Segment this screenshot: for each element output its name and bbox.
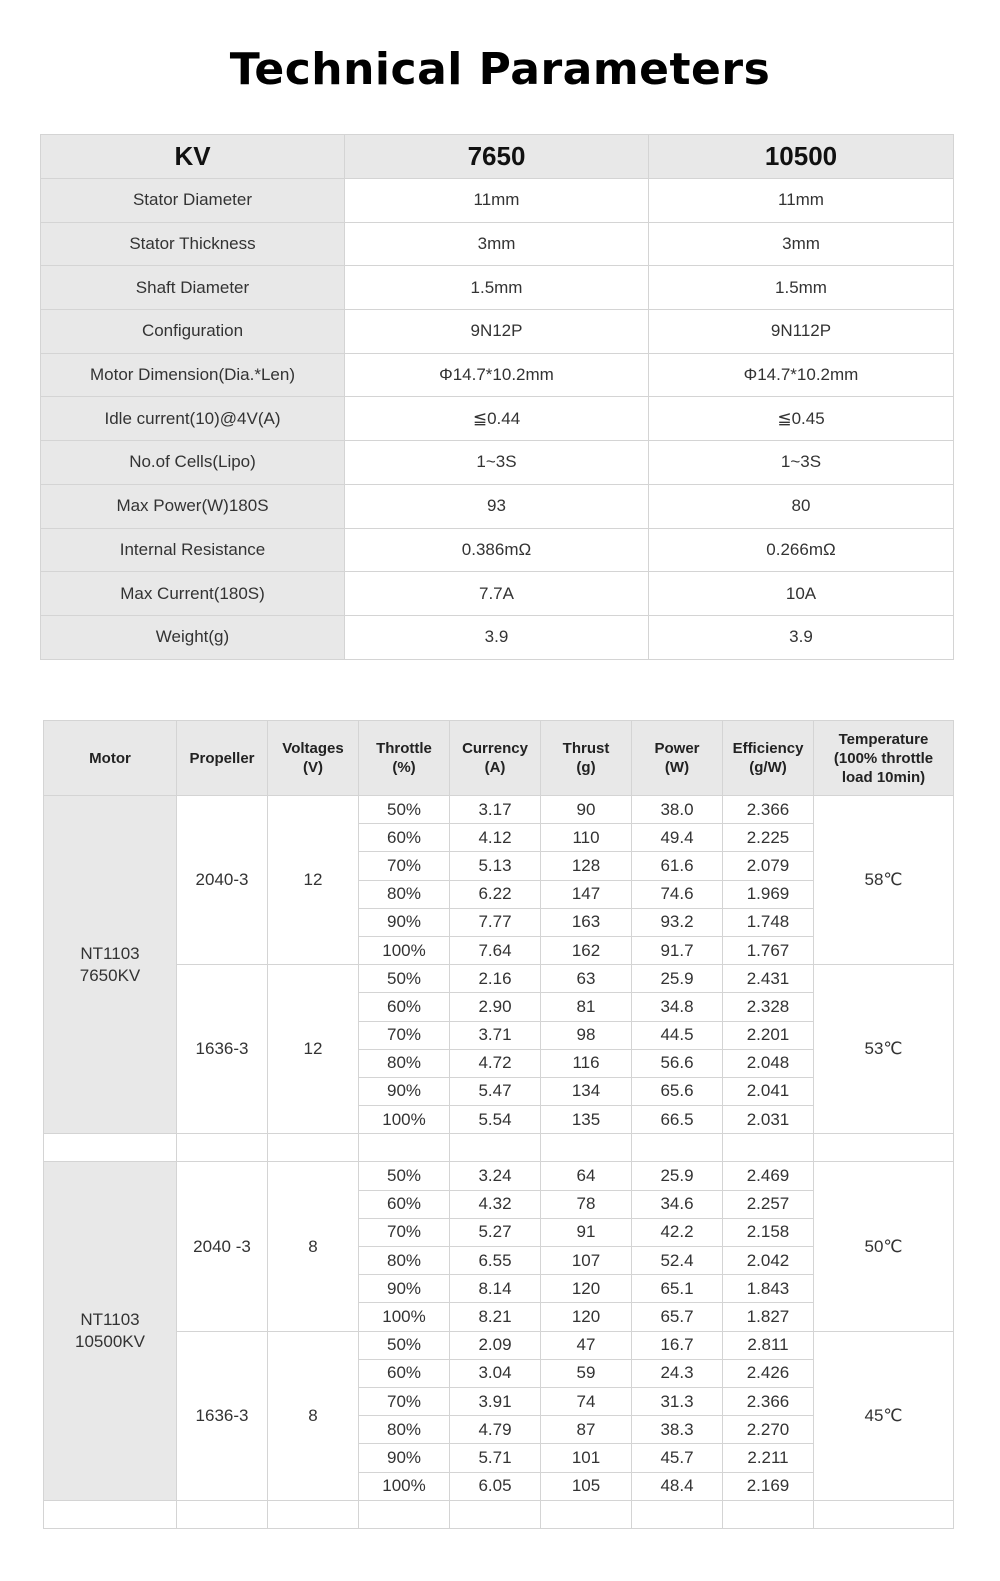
efficiency: 2.366 xyxy=(723,796,814,824)
spec-value: 3.9 xyxy=(649,615,954,659)
empty-cell xyxy=(268,1500,359,1528)
throttle: 70% xyxy=(359,852,450,880)
spec-header-cell: 10500 xyxy=(649,135,954,179)
voltage: 8 xyxy=(268,1331,359,1500)
propeller: 1636-3 xyxy=(177,965,268,1134)
table-row xyxy=(44,1162,954,1190)
spec-value: 7.7A xyxy=(345,572,649,616)
efficiency: 1.748 xyxy=(723,908,814,936)
efficiency: 2.811 xyxy=(723,1331,814,1359)
efficiency: 1.827 xyxy=(723,1303,814,1331)
current: 4.72 xyxy=(450,1049,541,1077)
temperature: 50℃ xyxy=(814,1162,954,1331)
efficiency: 1.767 xyxy=(723,936,814,964)
temperature: 45℃ xyxy=(814,1331,954,1500)
efficiency: 2.431 xyxy=(723,965,814,993)
current: 5.27 xyxy=(450,1218,541,1246)
thrust: 63 xyxy=(541,965,632,993)
efficiency: 1.843 xyxy=(723,1275,814,1303)
power: 65.6 xyxy=(632,1077,723,1105)
thrust: 128 xyxy=(541,852,632,880)
spec-row xyxy=(41,615,954,659)
efficiency: 2.257 xyxy=(723,1190,814,1218)
throttle: 60% xyxy=(359,993,450,1021)
efficiency: 2.225 xyxy=(723,824,814,852)
current: 3.91 xyxy=(450,1387,541,1415)
throttle: 90% xyxy=(359,1444,450,1472)
thrust: 74 xyxy=(541,1387,632,1415)
throttle: 70% xyxy=(359,1387,450,1415)
page-title: Technical Parameters xyxy=(229,44,771,95)
throttle: 100% xyxy=(359,936,450,964)
current: 2.90 xyxy=(450,993,541,1021)
efficiency: 2.201 xyxy=(723,1021,814,1049)
power: 61.6 xyxy=(632,852,723,880)
current: 5.54 xyxy=(450,1106,541,1134)
throttle: 60% xyxy=(359,1190,450,1218)
power: 38.0 xyxy=(632,796,723,824)
efficiency: 2.328 xyxy=(723,993,814,1021)
thrust: 163 xyxy=(541,908,632,936)
thrust: 90 xyxy=(541,796,632,824)
efficiency: 2.079 xyxy=(723,852,814,880)
thrust: 91 xyxy=(541,1218,632,1246)
thrust: 101 xyxy=(541,1444,632,1472)
efficiency: 2.048 xyxy=(723,1049,814,1077)
throttle: 60% xyxy=(359,824,450,852)
current: 2.09 xyxy=(450,1331,541,1359)
power: 31.3 xyxy=(632,1387,723,1415)
power: 65.7 xyxy=(632,1303,723,1331)
spec-row xyxy=(41,353,954,397)
efficiency: 2.469 xyxy=(723,1162,814,1190)
empty-cell xyxy=(359,1500,450,1528)
efficiency: 2.211 xyxy=(723,1444,814,1472)
perf-header-cell: Currency (A) xyxy=(450,721,541,796)
empty-cell xyxy=(723,1134,814,1162)
thrust: 110 xyxy=(541,824,632,852)
current: 4.79 xyxy=(450,1416,541,1444)
perf-header-cell: Voltages (V) xyxy=(268,721,359,796)
empty-cell xyxy=(541,1500,632,1528)
power: 74.6 xyxy=(632,880,723,908)
thrust: 120 xyxy=(541,1275,632,1303)
current: 6.22 xyxy=(450,880,541,908)
spec-value: 11mm xyxy=(345,179,649,223)
power: 34.8 xyxy=(632,993,723,1021)
spec-value: 9N112P xyxy=(649,310,954,354)
power: 45.7 xyxy=(632,1444,723,1472)
efficiency: 2.031 xyxy=(723,1106,814,1134)
spec-header-cell: 7650 xyxy=(345,135,649,179)
current: 3.17 xyxy=(450,796,541,824)
power: 93.2 xyxy=(632,908,723,936)
throttle: 50% xyxy=(359,1162,450,1190)
power: 38.3 xyxy=(632,1416,723,1444)
current: 5.71 xyxy=(450,1444,541,1472)
spec-value: 3.9 xyxy=(345,615,649,659)
power: 34.6 xyxy=(632,1190,723,1218)
power: 91.7 xyxy=(632,936,723,964)
efficiency: 2.041 xyxy=(723,1077,814,1105)
current: 5.47 xyxy=(450,1077,541,1105)
thrust: 47 xyxy=(541,1331,632,1359)
voltage: 8 xyxy=(268,1162,359,1331)
current: 3.71 xyxy=(450,1021,541,1049)
power: 44.5 xyxy=(632,1021,723,1049)
throttle: 100% xyxy=(359,1472,450,1500)
power: 25.9 xyxy=(632,1162,723,1190)
spec-row xyxy=(41,528,954,572)
propeller: 2040-3 xyxy=(177,796,268,965)
throttle: 80% xyxy=(359,1416,450,1444)
current: 4.12 xyxy=(450,824,541,852)
empty-cell xyxy=(177,1500,268,1528)
efficiency: 2.169 xyxy=(723,1472,814,1500)
spec-label: Configuration xyxy=(41,310,345,354)
voltage: 12 xyxy=(268,965,359,1134)
throttle: 80% xyxy=(359,1247,450,1275)
empty-cell xyxy=(268,1134,359,1162)
spec-row xyxy=(41,310,954,354)
spec-label: Max Power(W)180S xyxy=(41,484,345,528)
spec-label: Shaft Diameter xyxy=(41,266,345,310)
empty-cell xyxy=(177,1134,268,1162)
propeller: 2040 -3 xyxy=(177,1162,268,1331)
efficiency: 2.366 xyxy=(723,1387,814,1415)
perf-header-cell: Propeller xyxy=(177,721,268,796)
empty-cell xyxy=(359,1134,450,1162)
table-row xyxy=(44,796,954,824)
spec-table xyxy=(40,134,954,660)
current: 2.16 xyxy=(450,965,541,993)
throttle: 80% xyxy=(359,880,450,908)
spec-value: 11mm xyxy=(649,179,954,223)
current: 7.77 xyxy=(450,908,541,936)
throttle: 100% xyxy=(359,1106,450,1134)
spec-value: 3mm xyxy=(649,222,954,266)
thrust: 147 xyxy=(541,880,632,908)
thrust: 98 xyxy=(541,1021,632,1049)
throttle: 90% xyxy=(359,1275,450,1303)
perf-header-cell: Thrust (g) xyxy=(541,721,632,796)
spec-label: Weight(g) xyxy=(41,615,345,659)
perf-header-cell: Motor xyxy=(44,721,177,796)
empty-cell xyxy=(723,1500,814,1528)
power: 25.9 xyxy=(632,965,723,993)
spec-row xyxy=(41,222,954,266)
current: 5.13 xyxy=(450,852,541,880)
throttle: 70% xyxy=(359,1021,450,1049)
power: 42.2 xyxy=(632,1218,723,1246)
spec-value: ≦0.45 xyxy=(649,397,954,441)
spec-value: 80 xyxy=(649,484,954,528)
spec-row xyxy=(41,266,954,310)
current: 8.14 xyxy=(450,1275,541,1303)
throttle: 90% xyxy=(359,1077,450,1105)
spec-row xyxy=(41,397,954,441)
thrust: 78 xyxy=(541,1190,632,1218)
spec-value: Φ14.7*10.2mm xyxy=(649,353,954,397)
empty-cell xyxy=(541,1134,632,1162)
thrust: 81 xyxy=(541,993,632,1021)
current: 3.04 xyxy=(450,1359,541,1387)
perf-header-row xyxy=(44,721,954,796)
current: 6.55 xyxy=(450,1247,541,1275)
power: 56.6 xyxy=(632,1049,723,1077)
throttle: 90% xyxy=(359,908,450,936)
empty-cell xyxy=(814,1500,954,1528)
thrust: 120 xyxy=(541,1303,632,1331)
power: 48.4 xyxy=(632,1472,723,1500)
spec-label: Idle current(10)@4V(A) xyxy=(41,397,345,441)
thrust: 134 xyxy=(541,1077,632,1105)
spec-label: Stator Diameter xyxy=(41,179,345,223)
throttle: 100% xyxy=(359,1303,450,1331)
perf-header-cell: Temperature (100% throttle load 10min) xyxy=(814,721,954,796)
spec-value: 0.386mΩ xyxy=(345,528,649,572)
throttle: 50% xyxy=(359,796,450,824)
spec-value: 10A xyxy=(649,572,954,616)
empty-cell xyxy=(632,1500,723,1528)
empty-cell xyxy=(814,1134,954,1162)
spec-row xyxy=(41,572,954,616)
motor-name: NT1103 10500KV xyxy=(44,1162,177,1500)
spec-label: Max Current(180S) xyxy=(41,572,345,616)
thrust: 162 xyxy=(541,936,632,964)
spec-value: 3mm xyxy=(345,222,649,266)
throttle: 50% xyxy=(359,1331,450,1359)
thrust: 64 xyxy=(541,1162,632,1190)
perf-header-cell: Throttle (%) xyxy=(359,721,450,796)
power: 66.5 xyxy=(632,1106,723,1134)
power: 24.3 xyxy=(632,1359,723,1387)
spec-value: 1.5mm xyxy=(345,266,649,310)
efficiency: 2.042 xyxy=(723,1247,814,1275)
table-row xyxy=(44,965,954,993)
efficiency: 2.158 xyxy=(723,1218,814,1246)
power: 49.4 xyxy=(632,824,723,852)
throttle: 50% xyxy=(359,965,450,993)
motor-name: NT1103 7650KV xyxy=(44,796,177,1134)
spec-value: ≦0.44 xyxy=(345,397,649,441)
spec-header-row xyxy=(41,135,954,179)
throttle: 60% xyxy=(359,1359,450,1387)
current: 6.05 xyxy=(450,1472,541,1500)
efficiency: 2.270 xyxy=(723,1416,814,1444)
spec-label: No.of Cells(Lipo) xyxy=(41,441,345,485)
current: 7.64 xyxy=(450,936,541,964)
efficiency: 1.969 xyxy=(723,880,814,908)
empty-cell xyxy=(632,1134,723,1162)
spec-value: 93 xyxy=(345,484,649,528)
current: 4.32 xyxy=(450,1190,541,1218)
thrust: 87 xyxy=(541,1416,632,1444)
thrust: 135 xyxy=(541,1106,632,1134)
spec-value: 1.5mm xyxy=(649,266,954,310)
spec-value: 1~3S xyxy=(649,441,954,485)
spec-value: 1~3S xyxy=(345,441,649,485)
empty-cell xyxy=(450,1500,541,1528)
perf-header-cell: Power (W) xyxy=(632,721,723,796)
current: 3.24 xyxy=(450,1162,541,1190)
empty-cell xyxy=(44,1500,177,1528)
temperature: 58℃ xyxy=(814,796,954,965)
thrust: 105 xyxy=(541,1472,632,1500)
spec-label: Internal Resistance xyxy=(41,528,345,572)
thrust: 59 xyxy=(541,1359,632,1387)
empty-cell xyxy=(450,1134,541,1162)
throttle: 70% xyxy=(359,1218,450,1246)
spec-value: Φ14.7*10.2mm xyxy=(345,353,649,397)
spec-row xyxy=(41,179,954,223)
power: 65.1 xyxy=(632,1275,723,1303)
spec-value: 9N12P xyxy=(345,310,649,354)
spec-label: Stator Thickness xyxy=(41,222,345,266)
perf-header-cell: Efficiency (g/W) xyxy=(723,721,814,796)
spec-row xyxy=(41,441,954,485)
throttle: 80% xyxy=(359,1049,450,1077)
spec-header-cell: KV xyxy=(41,135,345,179)
spec-row xyxy=(41,484,954,528)
spec-label: Motor Dimension(Dia.*Len) xyxy=(41,353,345,397)
spec-value: 0.266mΩ xyxy=(649,528,954,572)
performance-table xyxy=(43,720,954,1529)
propeller: 1636-3 xyxy=(177,1331,268,1500)
temperature: 53℃ xyxy=(814,965,954,1134)
table-row xyxy=(44,1331,954,1359)
spacer-row xyxy=(44,1134,954,1162)
thrust: 116 xyxy=(541,1049,632,1077)
efficiency: 2.426 xyxy=(723,1359,814,1387)
power: 16.7 xyxy=(632,1331,723,1359)
thrust: 107 xyxy=(541,1247,632,1275)
power: 52.4 xyxy=(632,1247,723,1275)
current: 8.21 xyxy=(450,1303,541,1331)
voltage: 12 xyxy=(268,796,359,965)
spacer-row xyxy=(44,1500,954,1528)
empty-cell xyxy=(44,1134,177,1162)
